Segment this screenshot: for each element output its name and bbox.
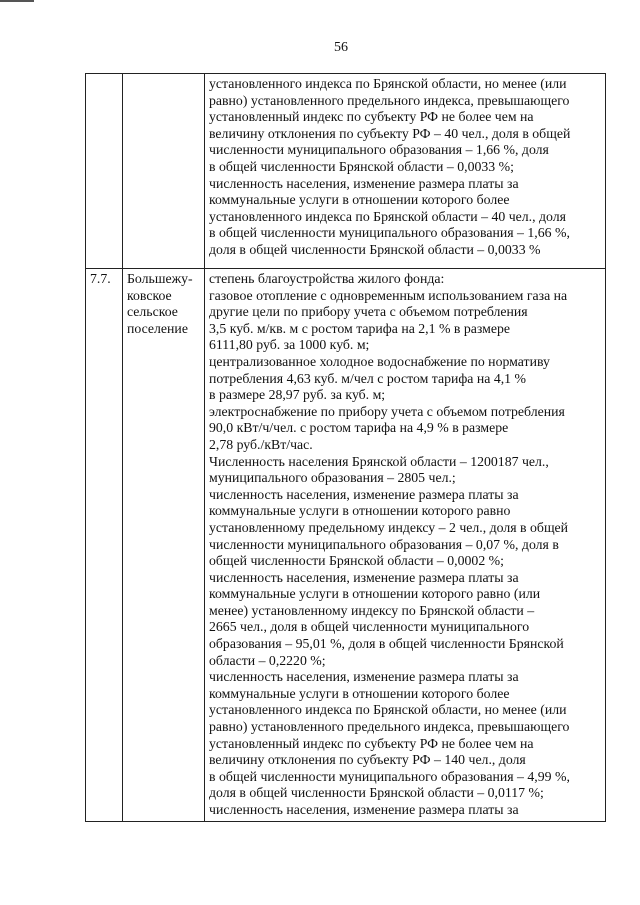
text-line: доля в общей численности Брянской области – 0,0033 %	[209, 241, 541, 257]
text-line: численность населения, изменение размера платы за	[209, 802, 519, 817]
text-line: равно) установленного предельного индекса, превышающего	[209, 719, 570, 735]
text-line: доля в общей численности Брянской области – 0,0117 %;	[209, 785, 544, 801]
text-line: образования – 95,01 %, доля в общей численности Брянской	[209, 636, 564, 652]
text-line: 2,78 руб./кВт/час.	[209, 436, 313, 452]
row-number-cell	[86, 74, 123, 269]
text-line: 90,0 кВт/ч/чел. с ростом тарифа на 4,9 % в размере	[209, 420, 509, 436]
text-line: другие цели по прибору учета с объемом потребления	[209, 304, 528, 320]
text-line: установленного индекса по Брянской области, но менее (или	[209, 76, 567, 91]
text-line: установленному предельному индексу – 2 чел., доля в общей	[209, 519, 569, 535]
description-cell	[205, 269, 606, 822]
text-line: величину отклонения по субъекту РФ – 140 чел., доля	[209, 752, 526, 768]
text-line: в общей численности Брянской области – 0,0033 %;	[209, 158, 514, 174]
document-table	[85, 73, 606, 822]
text-line: установленный индекс по субъекту РФ не более чем на	[209, 109, 534, 125]
settlement-name-line: поселение	[127, 320, 188, 336]
corner-mark	[0, 0, 34, 10]
text-line: численность населения, изменение размера платы за	[209, 175, 519, 191]
text-line: в общей численности муниципального образования – 1,66 %,	[209, 225, 570, 241]
text-line: в общей численности муниципального образования – 4,99 %,	[209, 768, 570, 784]
text-line: численности муниципального образования – 1,66 %, доля	[209, 142, 549, 158]
table-body	[86, 74, 606, 822]
text-line: централизованное холодное водоснабжение по нормативу	[209, 353, 550, 369]
text-line: менее) установленному индексу по Брянской области –	[209, 602, 535, 618]
text-line: муниципального образования – 2805 чел.;	[209, 470, 456, 486]
page-number: 56	[334, 40, 348, 55]
text-line: потребления 4,63 куб. м/чел с ростом тарифа на 4,1 %	[209, 370, 527, 386]
table-row	[86, 269, 606, 822]
settlement-name-line: Большежу-	[127, 271, 193, 286]
text-line: коммунальные услуги в отношении которого равно (или	[209, 586, 541, 602]
text-line: 3,5 куб. м/кв. м с ростом тарифа на 2,1 % в размере	[209, 320, 511, 336]
text-line: коммунальные услуги в отношении которого равно	[209, 503, 511, 519]
settlement-name-cell	[123, 269, 205, 822]
text-line: равно) установленного предельного индекса, превышающего	[209, 92, 570, 108]
text-line: численность населения, изменение размера платы за	[209, 569, 519, 585]
text-line: коммунальные услуги в отношении которого более	[209, 685, 510, 701]
text-line: установленный индекс по субъекту РФ не более чем на	[209, 735, 534, 751]
description-cell	[205, 74, 606, 269]
settlement-name-line: сельское	[127, 304, 178, 320]
text-line: 2665 чел., доля в общей численности муниципального	[209, 619, 530, 635]
text-line: численности муниципального образования – 0,07 %, доля в	[209, 536, 559, 552]
row-number-cell: 7.7.	[86, 269, 123, 822]
text-line: степень благоустройства жилого фонда:	[209, 271, 445, 286]
text-line: области – 0,2220 %;	[209, 652, 326, 668]
settlement-name-line: ковское	[127, 287, 172, 303]
text-line: 6111,80 руб. за 1000 куб. м;	[209, 337, 370, 353]
text-line: величину отклонения по субъекту РФ – 40 чел., доля в общей	[209, 125, 571, 141]
text-line: в размере 28,97 руб. за куб. м;	[209, 387, 386, 403]
text-line: Численность населения Брянской области – 1200187 чел.,	[209, 453, 549, 469]
text-line: численность населения, изменение размера платы за	[209, 669, 519, 685]
text-line: установленного индекса по Брянской области – 40 чел., доля	[209, 208, 566, 224]
text-line: общей численности Брянской области – 0,0002 %;	[209, 553, 504, 569]
text-line: газовое отопление с одновременным использованием газа на	[209, 287, 568, 303]
table-row	[86, 74, 606, 269]
text-line: электроснабжение по прибору учета с объемом потребления	[209, 403, 565, 419]
text-line: коммунальные услуги в отношении которого более	[209, 192, 510, 208]
settlement-name-cell	[123, 74, 205, 269]
text-line: численность населения, изменение размера платы за	[209, 486, 519, 502]
text-line: установленного индекса по Брянской области, но менее (или	[209, 702, 567, 718]
